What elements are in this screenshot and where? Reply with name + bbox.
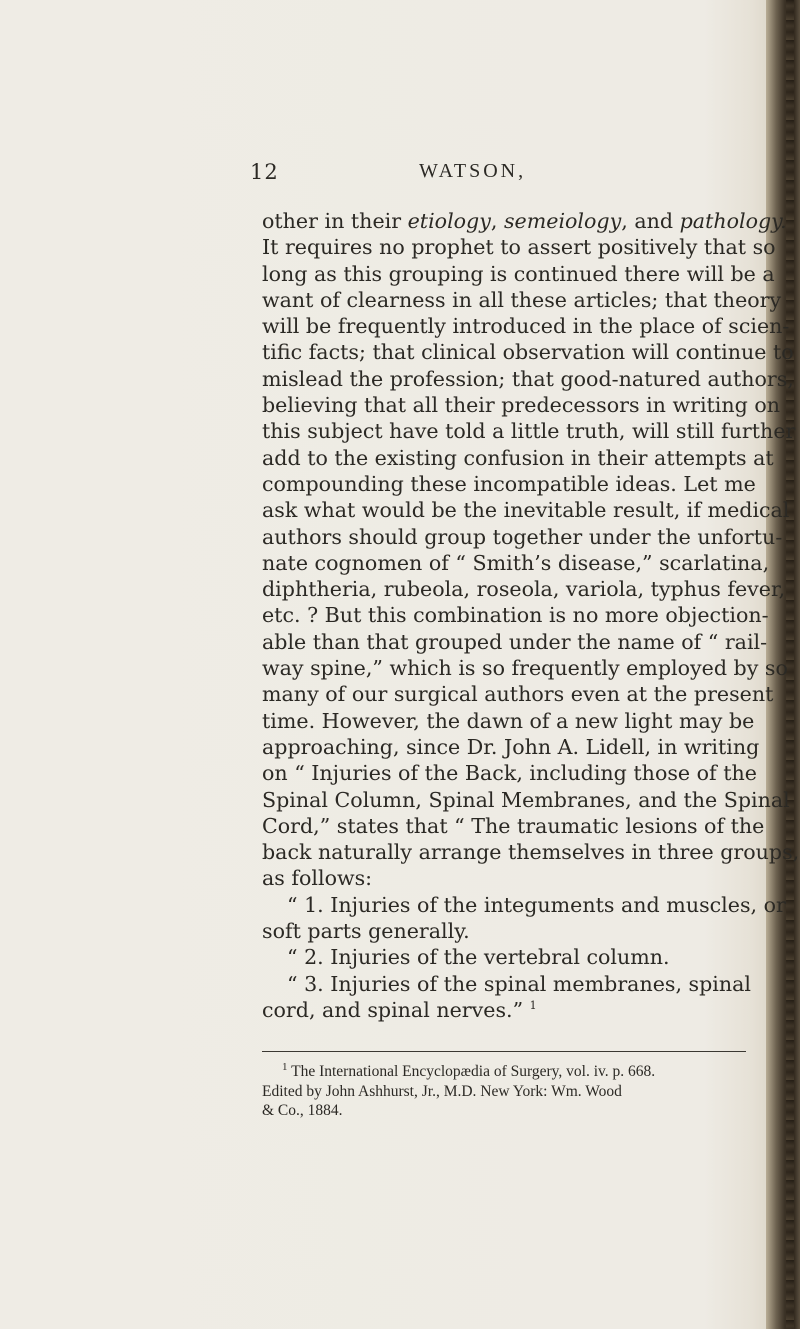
text-line [262,497,790,523]
text-line [262,208,787,234]
text-line [262,392,781,418]
text-line [262,944,744,970]
text-line [262,576,786,602]
text-run: , [490,209,504,233]
text-run: compounding these incompatible ideas. Let me [262,471,756,496]
footnote-rule [262,1051,746,1052]
text-line [262,524,783,550]
text-run: add to the existing confusion in their attempts at [262,445,774,470]
footnote-text: The International Encyclopædia of Surgery, vol. iv. p. 668. [291,1063,656,1080]
text-run: cord, and spinal nerves.” [262,997,530,1022]
body-text [262,208,800,1023]
text-run: as follows: [262,866,373,891]
text-run: back naturally arrange themselves in three groups, [262,840,800,865]
text-line [262,813,765,839]
footnote-line [262,1062,745,1082]
footnote-marker: 1 [282,1060,288,1073]
text-line [262,234,776,260]
text-line [262,865,744,891]
text-line [262,997,744,1023]
page-number: 12 [250,160,279,184]
text-run: It requires no prophet to assert positively that so [262,235,776,260]
text-line [262,366,794,392]
text-run: etc. ? But this combination is no more objection- [262,603,769,628]
text-line [262,287,782,313]
page-header [250,160,650,184]
text-run: diphtheria, rubeola, roseola, variola, typhus fever, [262,577,786,602]
text-line [262,734,760,760]
text-line [262,261,775,287]
text-run: soft parts generally. [262,919,470,944]
text-line [262,787,790,813]
text-run: on “ Injuries of the Back, including those of the [262,761,757,786]
text-line [262,602,769,628]
text-line [262,629,768,655]
text-run: many of our surgical authors even at the present [262,682,774,707]
text-run: mislead the profession; that good-natured authors, [262,366,794,391]
footnote-line: Edited by John Ashhurst, Jr., M.D. New York: Wm. Wood [262,1082,622,1100]
text-line [262,971,752,997]
text-run: ask what would be the inevitable result, if medical [262,498,790,523]
italic-term: etiology [407,209,491,233]
text-line [262,760,757,786]
text-run: other in their [262,209,408,233]
footnote [262,1062,745,1121]
text-run: able than that grouped under the name of “ rail- [262,629,768,654]
text-line [262,892,786,918]
text-run: will be frequently introduced in the place of scien- [262,314,790,339]
text-run: believing that all their predecessors in writing on [262,393,781,418]
text-run: “ 2. Injuries of the vertebral column. [287,945,670,970]
text-run: , and [621,209,680,233]
text-line [262,550,770,576]
text-run: approaching, since Dr. John A. Lidell, in writing [262,734,760,759]
text-line [262,339,794,365]
text-run: long as this grouping is continued there will be a [262,261,775,286]
text-run: authors should group together under the unfortu- [262,524,783,549]
footnote-line: & Co., 1884. [262,1102,343,1119]
italic-term: pathology. [679,209,787,233]
text-line [262,918,744,944]
text-run: this subject have told a little truth, will still further [262,419,796,444]
footnote-reference: 1 [529,999,537,1013]
text-line [262,471,756,497]
text-run: “ 3. Injuries of the spinal membranes, spinal [287,971,752,996]
text-line [262,418,796,444]
text-run: way spine,” which is so frequently employed by so [262,656,788,681]
text-run: time. However, the dawn of a new light may be [262,708,755,733]
text-line [262,681,774,707]
running-head: WATSON, [419,160,527,182]
text-line [262,708,755,734]
text-line [262,839,800,865]
text-run: “ 1. Injuries of the integuments and muscles, or [287,892,786,917]
text-run: Spinal Column, Spinal Membranes, and the Spinal [262,787,790,812]
text-run: Cord,” states that “ The traumatic lesions of the [262,813,765,838]
italic-term: semeiology [503,209,622,233]
text-run: want of clearness in all these articles; that theory [262,287,782,312]
text-line [262,313,790,339]
text-line [262,655,788,681]
text-run: tific facts; that clinical observation will continue to [262,340,794,365]
text-line [262,445,774,471]
text-run: nate cognomen of “ Smith’s disease,” scarlatina, [262,550,770,575]
